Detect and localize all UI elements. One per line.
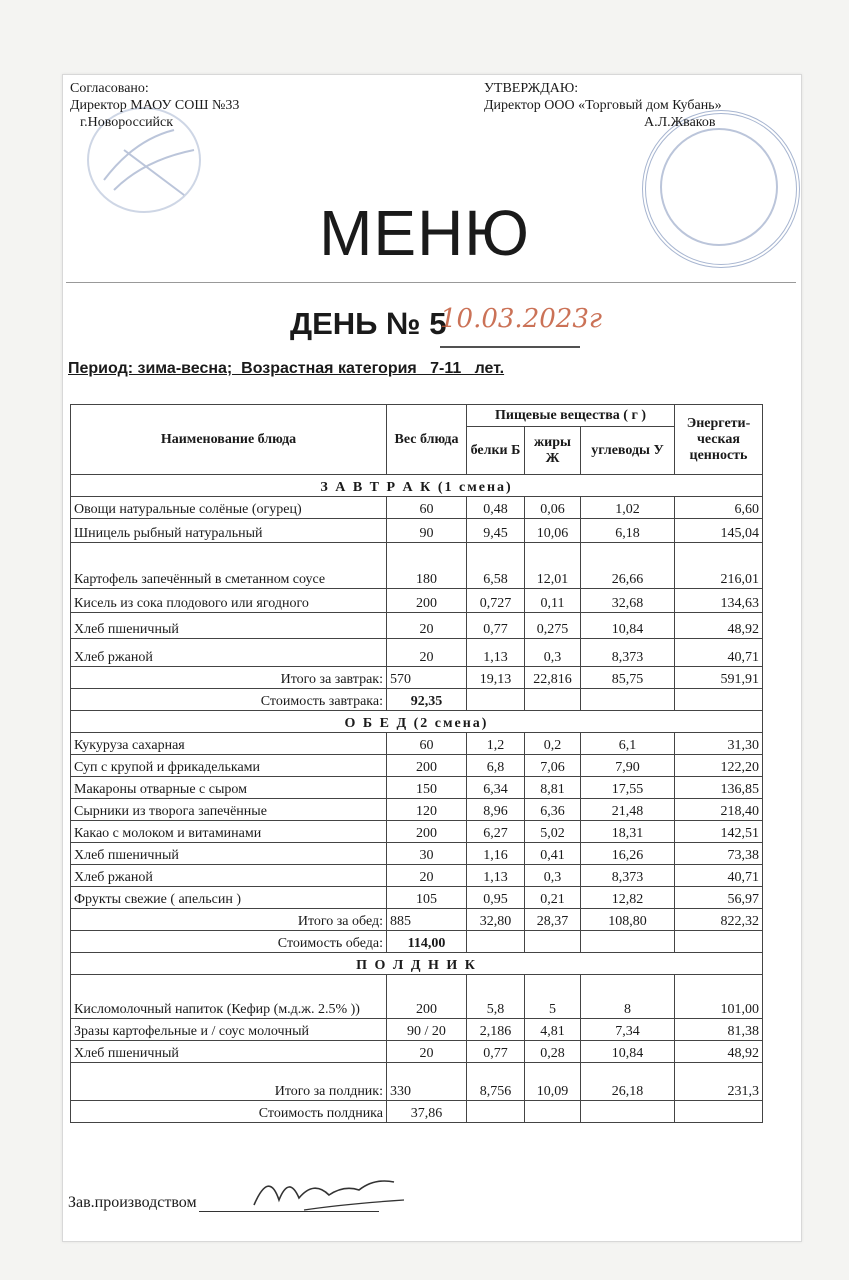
table-row	[71, 589, 763, 613]
approval-line: г.Новороссийск	[80, 115, 174, 130]
total-value: 8,756	[467, 1063, 525, 1101]
total-value: 28,37	[525, 909, 581, 931]
col-header-nutrients: Пищевые вещества ( г )	[467, 405, 675, 427]
dish-weight: 60	[387, 497, 467, 519]
fat: 8,81	[525, 777, 581, 799]
dish-weight: 200	[387, 589, 467, 613]
table-row	[71, 639, 763, 667]
carbs: 12,82	[581, 887, 675, 909]
total-label: Итого за завтрак:	[71, 667, 387, 689]
fat: 5,02	[525, 821, 581, 843]
protein: 1,13	[467, 865, 525, 887]
carbs: 10,84	[581, 1041, 675, 1063]
divider	[66, 282, 796, 283]
carbs: 26,66	[581, 543, 675, 589]
total-value: 108,80	[581, 909, 675, 931]
dish-weight: 20	[387, 1041, 467, 1063]
period-line: Период: зима-весна; Возрастная категория 7-11 лет.	[68, 360, 505, 377]
dish-weight: 60	[387, 733, 467, 755]
energy: 142,51	[675, 821, 763, 843]
dish-weight: 200	[387, 975, 467, 1019]
protein: 9,45	[467, 519, 525, 543]
table-row	[71, 865, 763, 887]
protein: 0,727	[467, 589, 525, 613]
table-row	[71, 497, 763, 519]
carbs: 8,373	[581, 639, 675, 667]
total-value: 822,32	[675, 909, 763, 931]
total-value: 26,18	[581, 1063, 675, 1101]
empty-cell	[581, 1101, 675, 1123]
energy: 48,92	[675, 1041, 763, 1063]
fat: 0,275	[525, 613, 581, 639]
dish-weight: 90 / 20	[387, 1019, 467, 1041]
table-row	[71, 821, 763, 843]
protein: 1,16	[467, 843, 525, 865]
protein: 1,13	[467, 639, 525, 667]
fat: 0,11	[525, 589, 581, 613]
table-row	[71, 543, 763, 589]
protein: 0,77	[467, 1041, 525, 1063]
table-row	[71, 777, 763, 799]
energy: 31,30	[675, 733, 763, 755]
approval-line: Директор МАОУ СОШ №33	[70, 98, 240, 113]
total-value: 231,3	[675, 1063, 763, 1101]
col-header-name: Наименование блюда	[71, 405, 387, 475]
protein: 8,96	[467, 799, 525, 821]
protein: 6,8	[467, 755, 525, 777]
dish-weight: 90	[387, 519, 467, 543]
fat: 0,06	[525, 497, 581, 519]
dish-weight: 20	[387, 613, 467, 639]
dish-name: Кисломолочный напиток (Кефир (м.д.ж. 2.5% ))	[71, 975, 387, 1019]
empty-cell	[675, 689, 763, 711]
empty-cell	[467, 931, 525, 953]
dish-name: Кукуруза сахарная	[71, 733, 387, 755]
empty-cell	[525, 1101, 581, 1123]
fat: 4,81	[525, 1019, 581, 1041]
fat: 7,06	[525, 755, 581, 777]
approval-block-right	[484, 80, 722, 131]
total-value: 19,13	[467, 667, 525, 689]
dish-name: Хлеб ржаной	[71, 865, 387, 887]
dish-weight: 20	[387, 639, 467, 667]
cost-value: 92,35	[387, 689, 467, 711]
dish-name: Фрукты свежие ( апельсин )	[71, 887, 387, 909]
table-row	[71, 519, 763, 543]
dish-name: Шницель рыбный натуральный	[71, 519, 387, 543]
energy: 40,71	[675, 639, 763, 667]
section-title: О Б Е Д (2 смена)	[71, 711, 763, 733]
dish-weight: 180	[387, 543, 467, 589]
energy: 122,20	[675, 755, 763, 777]
fat: 12,01	[525, 543, 581, 589]
fat: 0,21	[525, 887, 581, 909]
total-value: 85,75	[581, 667, 675, 689]
carbs: 18,31	[581, 821, 675, 843]
handwritten-signature	[244, 1160, 414, 1220]
energy: 81,38	[675, 1019, 763, 1041]
carbs: 7,34	[581, 1019, 675, 1041]
empty-cell	[675, 931, 763, 953]
energy: 101,00	[675, 975, 763, 1019]
empty-cell	[467, 1101, 525, 1123]
dish-weight: 150	[387, 777, 467, 799]
table-row	[71, 843, 763, 865]
fat: 0,3	[525, 639, 581, 667]
dish-name: Макароны отварные с сыром	[71, 777, 387, 799]
section-header-row	[71, 475, 763, 497]
total-value: 885	[387, 909, 467, 931]
cost-row	[71, 689, 763, 711]
section-title: П О Л Д Н И К	[71, 953, 763, 975]
protein: 0,77	[467, 613, 525, 639]
cost-value: 114,00	[387, 931, 467, 953]
cost-row	[71, 1101, 763, 1123]
energy: 136,85	[675, 777, 763, 799]
energy: 48,92	[675, 613, 763, 639]
dish-weight: 20	[387, 865, 467, 887]
table-row	[71, 613, 763, 639]
carbs: 21,48	[581, 799, 675, 821]
fat: 5	[525, 975, 581, 1019]
dish-weight: 30	[387, 843, 467, 865]
col-header-weight: Вес блюда	[387, 405, 467, 475]
dish-name: Хлеб ржаной	[71, 639, 387, 667]
approval-line: УТВЕРЖДАЮ:	[484, 81, 579, 96]
page-title: МЕНЮ	[319, 197, 530, 269]
cost-value: 37,86	[387, 1101, 467, 1123]
col-header-energy: Энергети-ческая ценность	[675, 405, 763, 475]
dish-name: Суп с крупой и фрикадельками	[71, 755, 387, 777]
empty-cell	[581, 689, 675, 711]
col-header-fat: жиры Ж	[525, 427, 581, 475]
dish-name: Хлеб пшеничный	[71, 843, 387, 865]
energy: 134,63	[675, 589, 763, 613]
protein: 6,58	[467, 543, 525, 589]
total-value: 591,91	[675, 667, 763, 689]
table-row	[71, 1019, 763, 1041]
section-title: З А В Т Р А К (1 смена)	[71, 475, 763, 497]
carbs: 16,26	[581, 843, 675, 865]
section-header-row	[71, 953, 763, 975]
total-value: 10,09	[525, 1063, 581, 1101]
day-label: ДЕНЬ № 5	[290, 306, 447, 341]
table-row	[71, 733, 763, 755]
carbs: 10,84	[581, 613, 675, 639]
fat: 0,3	[525, 865, 581, 887]
cost-label: Стоимость завтрака:	[71, 689, 387, 711]
carbs: 6,18	[581, 519, 675, 543]
fat: 10,06	[525, 519, 581, 543]
dish-name: Хлеб пшеничный	[71, 613, 387, 639]
menu-body	[71, 475, 763, 1123]
table-row	[71, 755, 763, 777]
fat: 6,36	[525, 799, 581, 821]
menu-table	[70, 404, 763, 1123]
total-value: 32,80	[467, 909, 525, 931]
energy: 218,40	[675, 799, 763, 821]
carbs: 17,55	[581, 777, 675, 799]
table-row	[71, 799, 763, 821]
empty-cell	[581, 931, 675, 953]
protein: 2,186	[467, 1019, 525, 1041]
dish-weight: 200	[387, 821, 467, 843]
cost-row	[71, 931, 763, 953]
carbs: 32,68	[581, 589, 675, 613]
cost-label: Стоимость полдника	[71, 1101, 387, 1123]
empty-cell	[675, 1101, 763, 1123]
empty-cell	[525, 931, 581, 953]
protein: 0,48	[467, 497, 525, 519]
energy: 56,97	[675, 887, 763, 909]
carbs: 1,02	[581, 497, 675, 519]
protein: 6,27	[467, 821, 525, 843]
table-row	[71, 1041, 763, 1063]
footer-label: Зав.производством	[68, 1194, 197, 1211]
total-value: 330	[387, 1063, 467, 1101]
day-date: 10.03.2023г	[440, 304, 580, 348]
carbs: 7,90	[581, 755, 675, 777]
dish-weight: 120	[387, 799, 467, 821]
energy: 145,04	[675, 519, 763, 543]
total-row	[71, 667, 763, 689]
cost-label: Стоимость обеда:	[71, 931, 387, 953]
section-header-row	[71, 711, 763, 733]
dish-name: Какао с молоком и витаминами	[71, 821, 387, 843]
approval-block-left	[70, 80, 239, 131]
dish-name: Картофель запечённый в сметанном соусе	[71, 543, 387, 589]
dish-weight: 105	[387, 887, 467, 909]
fat: 0,41	[525, 843, 581, 865]
empty-cell	[467, 689, 525, 711]
protein: 0,95	[467, 887, 525, 909]
energy: 73,38	[675, 843, 763, 865]
carbs: 6,1	[581, 733, 675, 755]
energy: 6,60	[675, 497, 763, 519]
approval-line: А.Л.Жваков	[644, 115, 716, 130]
col-header-protein: белки Б	[467, 427, 525, 475]
energy: 40,71	[675, 865, 763, 887]
protein: 6,34	[467, 777, 525, 799]
fat: 0,2	[525, 733, 581, 755]
approval-line: Согласовано:	[70, 81, 149, 96]
total-value: 570	[387, 667, 467, 689]
table-row	[71, 975, 763, 1019]
protein: 1,2	[467, 733, 525, 755]
approval-line: Директор ООО «Торговый дом Кубань»	[484, 98, 722, 113]
dish-weight: 200	[387, 755, 467, 777]
carbs: 8,373	[581, 865, 675, 887]
dish-name: Зразы картофельные и / соус молочный	[71, 1019, 387, 1041]
table-row	[71, 887, 763, 909]
dish-name: Сырники из творога запечённые	[71, 799, 387, 821]
fat: 0,28	[525, 1041, 581, 1063]
dish-name: Хлеб пшеничный	[71, 1041, 387, 1063]
dish-name: Кисель из сока плодового или ягодного	[71, 589, 387, 613]
dish-name: Овощи натуральные солёные (огурец)	[71, 497, 387, 519]
empty-cell	[525, 689, 581, 711]
col-header-carbs: углеводы У	[581, 427, 675, 475]
total-label: Итого за полдник:	[71, 1063, 387, 1101]
carbs: 8	[581, 975, 675, 1019]
total-label: Итого за обед:	[71, 909, 387, 931]
total-row	[71, 909, 763, 931]
protein: 5,8	[467, 975, 525, 1019]
total-value: 22,816	[525, 667, 581, 689]
energy: 216,01	[675, 543, 763, 589]
total-row	[71, 1063, 763, 1101]
